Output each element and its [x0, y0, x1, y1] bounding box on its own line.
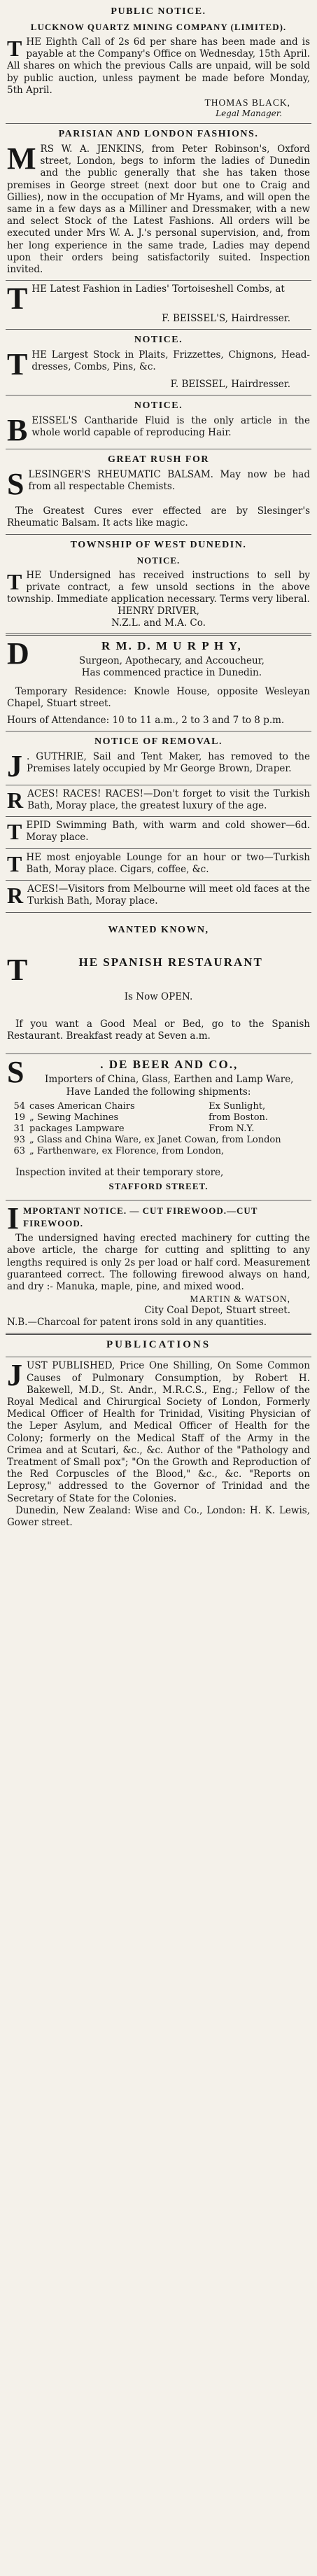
shipment-ship: from Boston.: [209, 1112, 269, 1123]
heading: GREAT RUSH FOR: [108, 454, 209, 465]
shipments-line: Have Landed the following shipments:: [66, 1086, 251, 1098]
drop-cap: T: [7, 819, 22, 845]
cantharide-fluid-ad: [6, 396, 311, 449]
ad-body: EPID Swimming Bath, with warm and cold shower—6d. Moray place.: [26, 820, 310, 844]
firewood-ad: [6, 1200, 311, 1335]
rheumatic-balsam-ad: [6, 449, 311, 534]
inspection-line: Inspection invited at their temporary store,: [15, 1166, 224, 1178]
de-beer-imports-ad: [6, 1054, 311, 1200]
newspaper-column: [6, 0, 311, 1533]
parisian-fashions-ad: [6, 124, 311, 281]
publications-heading: PUBLICATIONS: [6, 1335, 311, 1357]
note: N.B.—Charcoal for patent irons sold in any quantities.: [7, 1317, 267, 1329]
drop-cap: R: [7, 787, 24, 813]
heading: TOWNSHIP OF WEST DUNEDIN.: [70, 539, 247, 550]
publication-ad: [6, 1357, 311, 1533]
plaits-notice-ad: [6, 330, 311, 396]
ad-body: HE most enjoyable Lounge for an hour or two—Turkish Bath, Moray place. Cigars, coffee, &c.: [26, 851, 310, 875]
ad-body: HE Largest Stock in Plaits, Frizzettes, Chignons, Head-dresses, Combs, Pins, &c.: [31, 349, 310, 373]
removal-notice-ad: [6, 732, 311, 785]
shipment-item: „ Glass and China Ware, ex Janet Cowan, from London: [29, 1134, 281, 1145]
ad-body-2: The Greatest Cures ever effected are by Slesinger's Rheumatic Balsam. It acts like magic.: [7, 505, 310, 529]
drop-cap: J: [7, 748, 22, 783]
open-line: Is Now OPEN.: [124, 990, 193, 1002]
heading: NOTICE OF REMOVAL.: [94, 736, 223, 747]
shipment-item: „ Farthenware, ex Florence, from London,: [29, 1145, 225, 1156]
heading: PUBLIC NOTICE.: [111, 6, 206, 17]
drop-cap: T: [7, 347, 28, 382]
signature: F. BEISSEL, Hairdresser.: [170, 379, 290, 391]
melbourne-visitors-ad: [6, 881, 311, 912]
drop-cap: T: [7, 952, 28, 987]
drop-cap: T: [7, 281, 28, 316]
shipment-qty: 63: [13, 1145, 25, 1156]
ad-body: . GUTHRIE, Sail and Tent Maker, has removed to the Premises lately occupied by Mr George Brown, Draper.: [27, 750, 310, 775]
shipment-row: [7, 1101, 310, 1112]
subheading: NOTICE.: [136, 554, 181, 566]
ad-body: ACES!—Visitors from Melbourne will meet old faces at the Turkish Bath, Moray place.: [27, 883, 310, 907]
shipment-ship: From N.Y.: [209, 1123, 255, 1134]
drop-cap: T: [7, 568, 22, 594]
races-turkish-bath-ad: [6, 785, 311, 817]
heading: PARISIAN AND LONDON FASHIONS.: [58, 129, 259, 140]
shipment-row: [7, 1112, 310, 1124]
shipment-qty: 93: [13, 1134, 25, 1145]
shipment-qty: 19: [13, 1112, 25, 1123]
doctor-name: R M. D. M U R P H Y,: [101, 639, 242, 653]
signature: HENRY DRIVER,: [118, 606, 199, 617]
profession: Surgeon, Apothecary, and Accoucheur,: [78, 655, 265, 667]
ad-body: RS W. A. JENKINS, from Peter Robinson's, Oxford street, London, begs to inform the ladies of Dunedin and the public generally that she has taken those premises in George street (next door but one to Craig and Gillies), now in the occupation of Mr Hyams, and will open the same in a few days as a Milliner and Dressmaker, with a new and select Stock of the Latest Fashions. All orders will be executed under Mrs W. A. J.'s personal supervision, and, from her long experience in the same trade, Ladies may depend upon their orders being satisfactorily suited. Inspection invited.: [7, 144, 310, 276]
drop-cap: M: [7, 141, 36, 176]
drop-cap: I: [7, 1201, 20, 1236]
heading: NOTICE.: [134, 335, 183, 346]
drop-cap: T: [7, 36, 22, 61]
ad-body: If you want a Good Meal or Bed, go to the Spanish Restaurant. Breakfast ready at Seven a.m.: [7, 1018, 310, 1042]
hours: Hours of Attendance: 10 to 11 a.m., 2 to 3 and 7 to 8 p.m.: [7, 714, 285, 726]
importer-line: Importers of China, Glass, Earthen and Lamp Ware,: [45, 1073, 294, 1085]
ad-body: The undersigned having erected machinery for cutting the above article, the charge for cutting and splitting to any lengths required is only 2s per load or half cord. Measurement guaranteed correct. The following firewood always on hand, and dry :- Manuka, maple, pine, and mixed wood.: [7, 1233, 310, 1292]
publisher-line: Dunedin, New Zealand: Wise and Co., London: H. K. Lewis, Gower street.: [7, 1504, 310, 1528]
shipment-row: [7, 1135, 310, 1146]
notice-body: HE Eighth Call of 2s 6d per share has been made and is payable at the Company's Office on Wednesday, 15th April. All shares on which the previous Calls are unpaid, will be sold by public auction, unless payment be made before Monday, 5th April.: [7, 36, 310, 96]
shipment-qty: 54: [13, 1100, 25, 1112]
shipment-row: [7, 1146, 310, 1157]
drop-cap: S: [7, 1054, 24, 1089]
drop-cap: S: [7, 467, 24, 502]
drop-cap: D: [7, 636, 29, 671]
signature-title: Legal Manager.: [216, 108, 282, 119]
shipment-row: [7, 1124, 310, 1135]
shipment-qty: 31: [13, 1123, 25, 1134]
ad-body: HE Latest Fashion in Ladies' Tortoiseshell Combs, at: [31, 284, 285, 295]
street-name: STAFFORD STREET.: [108, 1181, 209, 1192]
drop-cap: R: [7, 883, 24, 909]
signature-address: City Coal Depot, Stuart street.: [144, 1305, 290, 1317]
ad-body: LESINGER'S RHEUMATIC BALSAM. May now be had from all respectable Chemists.: [28, 469, 310, 493]
swimming-bath-ad: [6, 817, 311, 848]
public-notice-ad: [6, 1, 311, 124]
shipment-item: cases American Chairs: [29, 1100, 135, 1112]
signature: THOMAS BLACK,: [204, 97, 290, 108]
signature: MARTIN & WATSON,: [190, 1294, 290, 1305]
company-name: . DE BEER AND CO.,: [100, 1057, 239, 1071]
shipment-item: „ Sewing Machines: [29, 1112, 119, 1123]
residence: Temporary Residence: Knowle House, opposite Wesleyan Chapel, Stuart street.: [7, 686, 310, 710]
ad-body: HE Undersigned has received instructions to sell by private contract, a few unsold sections in the above township. Immediate application necessary. Terms very liberal.: [7, 569, 310, 606]
company-name: LUCKNOW QUARTZ MINING COMPANY (LIMITED).: [30, 22, 287, 32]
shipment-item: packages Lampware: [29, 1123, 125, 1134]
signature: F. BEISSEL'S, Hairdresser.: [162, 313, 290, 325]
heading: MPORTANT NOTICE. — CUT FIREWOOD.—CUT FIREWOOD.: [23, 1205, 258, 1229]
shipments-table: [7, 1101, 310, 1157]
restaurant-name: HE SPANISH RESTAURANT: [78, 955, 263, 969]
shipment-ship: Ex Sunlight,: [209, 1100, 266, 1112]
ad-body: ACES! RACES! RACES!—Don't forget to visit the Turkish Bath, Moray place, the greatest luxury of the age.: [27, 788, 310, 812]
dr-murphy-ad: [6, 636, 311, 732]
heading: NOTICE.: [134, 400, 183, 412]
drop-cap: J: [7, 1358, 22, 1393]
practice-line: Has commenced practice in Dunedin.: [81, 667, 262, 679]
tortoiseshell-combs-ad: [6, 281, 311, 330]
west-dunedin-ad: [6, 535, 311, 636]
drop-cap: B: [7, 413, 28, 448]
drop-cap: T: [7, 850, 22, 876]
ad-body: UST PUBLISHED, Price One Shilling, On Some Common Causes of Pulmonary Consumption, by Robert H. Bakewell, M.D., St. Andr., M.R.C.S., Eng.; Fellow of the Royal Medical and Chirurgical Society of London, Formerly Medical Officer of Health for Trinidad, Visiting Physician of the Leper Asylum, and Medical Officer of Health for the Colony; formerly on the Medical Staff of the Army in the Crimea and at Scutari, &c., &c. Author of the "Pathology and Treatment of Small pox"; "On the Growth and Reproduction of the Red Corpuscles of the Blood," &c., &c. "Reports on Leprosy," addressed to the Governor of Trinidad and the Secretary of State for the Colonies.: [7, 1360, 310, 1504]
heading: WANTED KNOWN,: [108, 924, 209, 935]
ad-body: EISSEL'S Cantharide Fluid is the only article in the whole world capable of reproducing Hair.: [31, 415, 310, 439]
signature-company: N.Z.L. and M.A. Co.: [111, 617, 206, 629]
spanish-restaurant-ad: [6, 913, 311, 1054]
lounge-ad: [6, 849, 311, 881]
